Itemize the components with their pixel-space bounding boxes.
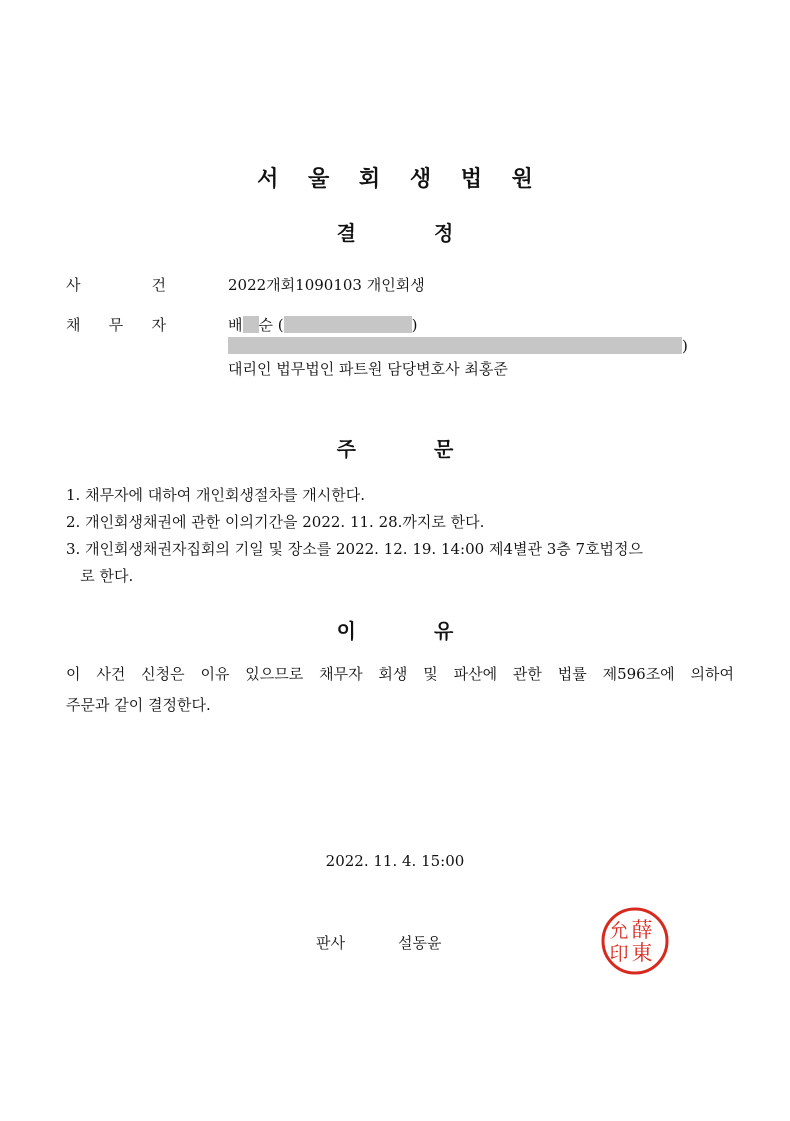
decision-heading: 결 정 [336,221,454,245]
debtor-name: 배 순 ( ) [228,316,418,334]
order-item-3-cont: 로 한다. [66,567,134,585]
judge-title: 판사 [316,934,345,952]
redacted-id-number [284,316,412,333]
svg-text:薛: 薛 [631,918,653,942]
svg-text:東: 東 [631,941,653,965]
svg-text:允: 允 [609,920,629,942]
order-item-3: 3. 개인회생채권자집회의 기일 및 장소를 2022. 12. 19. 14:00 제4별관 3층 7호법정으 [66,540,644,558]
decision-date: 2022. 11. 4. 15:00 [325,852,465,870]
redacted-name-part [243,316,259,333]
case-label: 사 건 [66,276,166,294]
reason-heading: 이 유 [336,619,454,643]
court-name: 서 울 회 생 법 원 [257,167,533,192]
order-item-1: 1. 채무자에 대하여 개인회생절차를 개시한다. [66,486,365,504]
case-number: 2022개회1090103 개인회생 [228,276,425,294]
order-heading: 주 문 [336,437,454,461]
debtor-agent: 대리인 법무법인 파트원 담당변호사 최홍준 [228,360,508,378]
order-item-2: 2. 개인회생채권에 관한 이의기간을 2022. 11. 28.까지로 한다. [66,513,485,531]
judge-seal-icon [598,904,672,978]
reason-text-line2: 주문과 같이 결정한다. [66,696,211,714]
redacted-address [228,337,682,354]
svg-text:印: 印 [609,943,629,965]
debtor-address: ) [228,337,688,355]
reason-text-line1: 이 사건 신청은 이유 있으므로 채무자 회생 및 파산에 관한 법률 제596조에 의하여 [66,665,734,683]
judge-name: 설동윤 [398,934,442,952]
debtor-label: 채 무 자 [66,316,166,334]
